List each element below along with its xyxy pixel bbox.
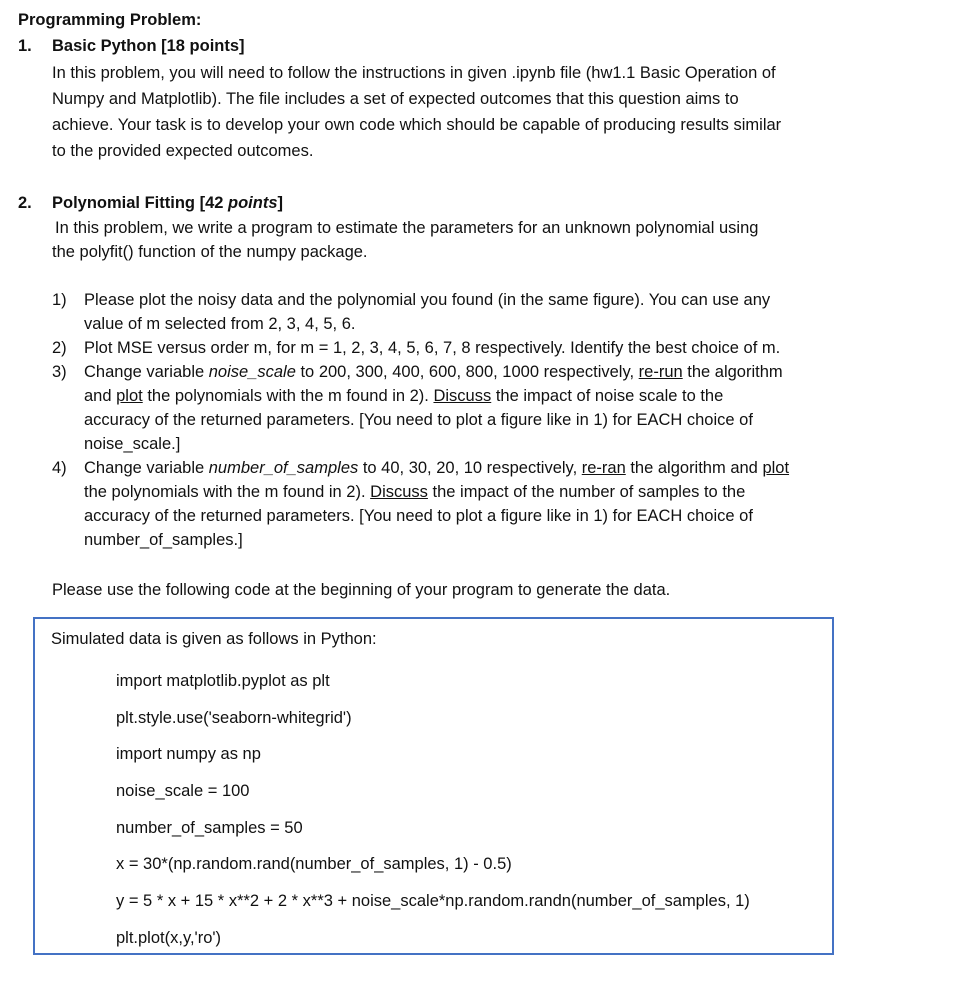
item-4-var-number-of-samples: number_of_samples xyxy=(208,459,359,477)
item-4-text: the polynomials with the m found in 2). xyxy=(84,483,371,501)
code-line: plt.style.use('seaborn-whitegrid') xyxy=(116,709,352,727)
item-3-text: to 200, 300, 400, 600, 800, 1000 respectively, xyxy=(295,363,639,381)
problem-1-line-1: In this problem, you will need to follow the instructions in given .ipynb file (hw1.1 Basic Operation of xyxy=(52,64,776,82)
code-line: import numpy as np xyxy=(116,745,261,763)
code-line: x = 30*(np.random.rand(number_of_samples, 1) - 0.5) xyxy=(116,855,512,873)
item-3-text: Change variable xyxy=(84,363,209,381)
item-4-number: 4) xyxy=(52,459,67,477)
problem-1-line-3: achieve. Your task is to develop your own code which should be capable of producing results similar xyxy=(52,116,782,134)
problem-1-line-2: Numpy and Matplotlib). The file includes a set of expected outcomes that this question aims to xyxy=(52,90,739,108)
item-3-line-3: accuracy of the returned parameters. [You need to plot a figure like in 1) for EACH choice of xyxy=(84,411,753,429)
code-line: number_of_samples = 50 xyxy=(116,819,303,837)
problem-2-line-2: the polyfit() function of the numpy package. xyxy=(52,243,368,261)
code-intro: Simulated data is given as follows in Python: xyxy=(51,630,377,648)
item-4-text: the algorithm and xyxy=(625,459,763,477)
item-3-line-4: noise_scale.] xyxy=(84,435,181,453)
code-line: y = 5 * x + 15 * x**2 + 2 * x**3 + noise_scale*np.random.randn(number_of_samples, 1) xyxy=(116,892,750,910)
item-3-number: 3) xyxy=(52,363,67,381)
item-3-plot: plot xyxy=(116,387,143,405)
item-3-var-noise-scale: noise_scale xyxy=(208,363,296,381)
item-3-discuss: Discuss xyxy=(433,387,492,405)
code-line: plt.plot(x,y,'ro') xyxy=(116,929,222,947)
problem-2-title-main: Polynomial Fitting [42 xyxy=(52,194,229,212)
item-3-rerun: re-run xyxy=(638,363,683,381)
item-2-number: 2) xyxy=(52,339,67,357)
item-4-text: to 40, 30, 20, 10 respectively, xyxy=(358,459,582,477)
problem-2-title xyxy=(52,191,283,215)
item-4-line-2 xyxy=(84,480,745,504)
item-2-line-1: Plot MSE versus order m, for m = 1, 2, 3, 4, 5, 6, 7, 8 respectively. Identify the best choice of m. xyxy=(84,339,781,357)
heading: Programming Problem: xyxy=(18,11,202,29)
item-4-line-1 xyxy=(84,456,789,480)
item-3-text: the polynomials with the m found in 2). xyxy=(142,387,434,405)
code-line: import matplotlib.pyplot as plt xyxy=(116,672,330,690)
item-4-plot: plot xyxy=(762,459,790,477)
problem-2-line-1: In this problem, we write a program to estimate the parameters for an unknown polynomial using xyxy=(55,219,759,237)
item-3-text: and xyxy=(84,387,117,405)
item-3-text: the algorithm xyxy=(682,363,783,381)
problem-2-number: 2. xyxy=(18,194,32,212)
problem-1-number: 1. xyxy=(18,37,32,55)
item-4-reran: re-ran xyxy=(581,459,626,477)
item-1-line-2: value of m selected from 2, 3, 4, 5, 6. xyxy=(84,315,356,333)
item-4-line-4: number_of_samples.] xyxy=(84,531,243,549)
item-4-discuss: Discuss xyxy=(370,483,428,501)
item-4-text: Change variable xyxy=(84,459,209,477)
item-1-line-1: Please plot the noisy data and the polynomial you found (in the same figure). You can use any xyxy=(84,291,771,309)
item-3-text: the impact of noise scale to the xyxy=(491,387,724,405)
item-3-line-2 xyxy=(84,384,723,408)
problem-1-line-4: to the provided expected outcomes. xyxy=(52,142,314,160)
instruction-text: Please use the following code at the beginning of your program to generate the data. xyxy=(52,581,671,599)
code-line: noise_scale = 100 xyxy=(116,782,250,800)
item-4-line-3: accuracy of the returned parameters. [You need to plot a figure like in 1) for EACH choice of xyxy=(84,507,753,525)
item-4-text: the impact of the number of samples to the xyxy=(427,483,746,501)
item-1-number: 1) xyxy=(52,291,67,309)
problem-2-title-end: ] xyxy=(277,194,284,212)
problem-1-title: Basic Python [18 points] xyxy=(52,37,245,55)
problem-2-title-italic: points xyxy=(228,194,278,212)
item-3-line-1 xyxy=(84,360,783,384)
